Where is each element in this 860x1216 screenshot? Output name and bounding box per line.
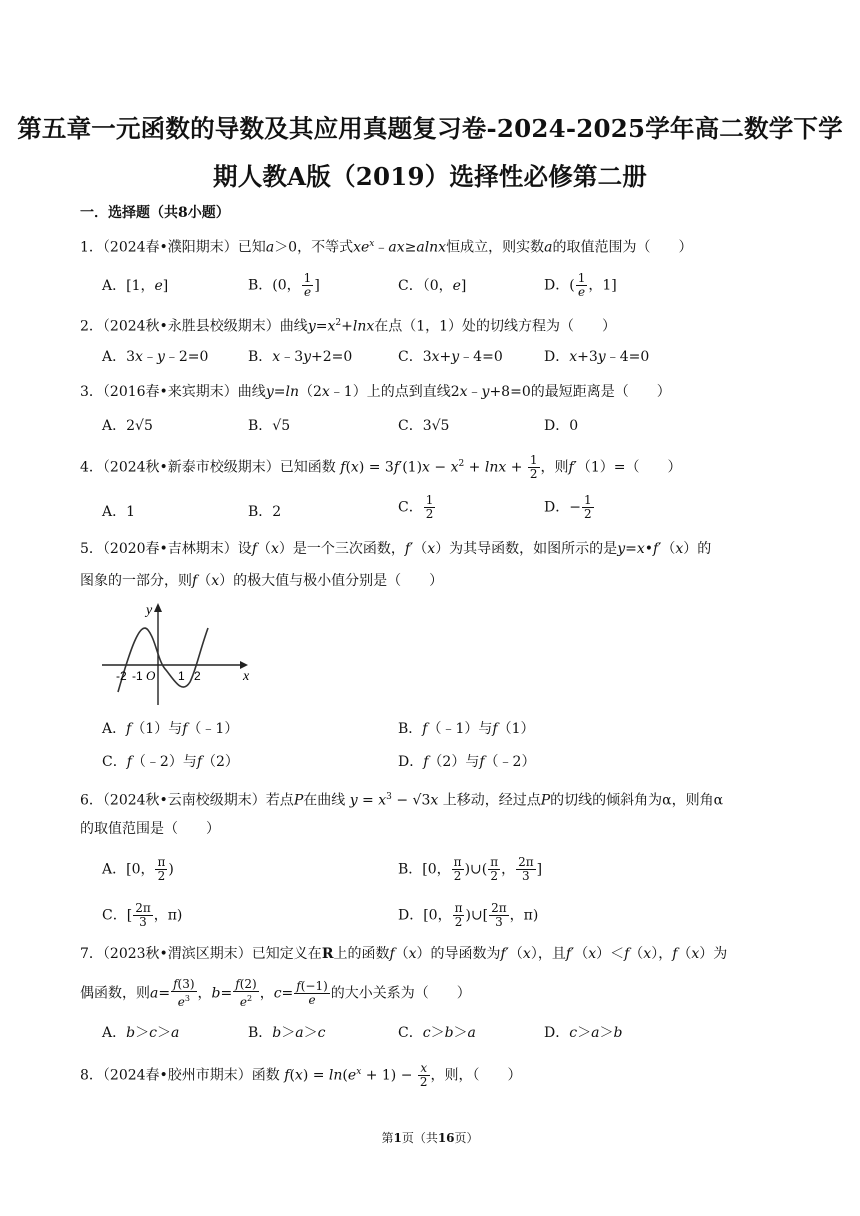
question-1: 1．（2024春•濮阳期末）已知a＞0，不等式$xe^x﹣ax\ge alnx$恒成立，则实数a的取值范围为（ ） — [80, 239, 693, 256]
q5-option-d[interactable]: D．f（2）与f（﹣2） — [398, 754, 536, 770]
q1-option-c[interactable]: C．（0，e] — [398, 278, 467, 294]
q3-option-d[interactable]: D．0 — [544, 418, 579, 434]
question-8: 8．（2024春•胶州市期末）函数 $f(x) = \ln(e^x + 1)$ − $\frac{x}{2}$ ，则，（ ） — [80, 1061, 522, 1090]
question-6: 6．（2024秋•云南校级期末）若点P在曲线 $y = x^3 - √3x$ 上移动，经过点P的切线的倾斜角为α，则角α — [80, 792, 724, 809]
question-7: 7．（2023秋•渭滨区期末）已知定义在R上的函数f（x）的导函数为f′（x），且f′（x）＜f（x），f（x）为 — [80, 946, 728, 962]
q5-option-c[interactable]: C．f（﹣2）与f（2） — [102, 754, 239, 770]
tick-label-neg2: -2 — [116, 669, 127, 683]
function-graph — [100, 600, 260, 708]
question-7-line-2: 偶函数，则a= $\frac{f(3)}{e^3}$ ，b= $\frac{f(2)}{e^2}$ ，c= $\frac{f(-1)}{e}$ 的大小关系为（ ） — [80, 977, 471, 1009]
origin-label: O — [146, 668, 156, 683]
q7-option-c[interactable]: C．c＞b＞a — [398, 1025, 476, 1041]
question-2: 2．（2024秋•永胜县校级期末）曲线$y=x^2+\ln x$在点（1，1）处的切线方程为（ ） — [80, 318, 617, 335]
q4-option-b[interactable]: B．2 — [248, 504, 282, 520]
question-5: 5．（2020春•吉林期末）设f（x）是一个三次函数，f′（x）为其导函数，如图所示的是y=x•f′（x）的 — [80, 541, 712, 557]
q5-option-a[interactable]: A．f（1）与f（﹣1） — [102, 721, 239, 737]
y-axis-arrow — [154, 603, 162, 612]
q4-option-c[interactable]: C． $\frac{1}{2}$ — [398, 493, 434, 521]
q2-option-b[interactable]: B．x﹣3y+2=0 — [248, 349, 353, 365]
q4-option-d[interactable]: D．− $\frac{1}{2}$ — [544, 493, 592, 521]
tick-label-2: 2 — [194, 669, 201, 683]
q1-option-d[interactable]: D．( $\frac{1}{e}$ ，1] — [544, 271, 617, 299]
axis-label-x: x — [243, 669, 250, 684]
q7-option-b[interactable]: B．b＞a＞c — [248, 1025, 326, 1041]
q4-option-a[interactable]: A．1 — [102, 504, 136, 520]
q7-option-a[interactable]: A．b＞c＞a — [102, 1025, 180, 1041]
question-6-line-2: 的取值范围是（ ） — [80, 821, 220, 837]
question-4: 4．（2024秋•新泰市校级期末）已知函数 $f(x) = 3f'(1)x - x^2 + \ln x$ + $\frac{1}{2}$ ，则f′（1）=（ ） — [80, 453, 682, 482]
q3-option-c[interactable]: C．3√5 — [398, 418, 450, 434]
tick-label-neg1: -1 — [132, 669, 143, 683]
q1-option-b[interactable]: B．(0， $\frac{1}{e}$ ] — [248, 271, 320, 299]
page-total: 16 — [437, 1131, 455, 1145]
page-number: 1 — [393, 1131, 402, 1145]
q3-option-b[interactable]: B．√5 — [248, 418, 291, 434]
section-heading: 一．选择题（共8小题） — [80, 205, 230, 221]
axis-label-y: y — [146, 603, 153, 618]
question-5-line-2: 图象的一部分，则f（x）的极大值与极小值分别是（ ） — [80, 573, 444, 589]
x-axis-arrow — [240, 661, 248, 669]
q6-option-a[interactable]: A．[0， $\frac{\pi}{2}$ ) — [102, 855, 174, 883]
q2-option-c[interactable]: C．3x+y﹣4=0 — [398, 349, 503, 365]
document-title-line-2: 期人教A版（2019）选择性必修第二册 — [213, 162, 647, 191]
q7-option-d[interactable]: D．c＞a＞b — [544, 1025, 623, 1041]
q6-option-c[interactable]: C．[ $\frac{2\pi}{3}$ ，π) — [102, 901, 183, 929]
question-3: 3．（2016春•来宾期末）曲线y=ln（2x﹣1）上的点到直线2x﹣y+8=0的最短距离是（ ） — [80, 384, 671, 400]
q5-option-b[interactable]: B．f（﹣1）与f（1） — [398, 721, 535, 737]
q1-option-a[interactable]: A．[1，e] — [102, 278, 169, 294]
q2-option-a[interactable]: A．3x﹣y﹣2=0 — [102, 349, 209, 365]
q6-option-d[interactable]: D．[0， $\frac{\pi}{2}$ )∪[ $\frac{2\pi}{3}$ ，π) — [398, 901, 539, 929]
q6-option-b[interactable]: B．[0， $\frac{\pi}{2}$ )∪( $\frac{\pi}{2}$ ， $\frac{2\pi}{3}$ ] — [398, 855, 543, 883]
tick-label-1: 1 — [178, 669, 185, 683]
q3-option-a[interactable]: A．2√5 — [102, 418, 153, 434]
page-footer: 第1页（共16页） — [381, 1131, 479, 1145]
q2-option-d[interactable]: D．x+3y﹣4=0 — [544, 349, 650, 365]
document-title-line-1: 第五章一元函数的导数及其应用真题复习卷-2024-2025学年高二数学下学 — [17, 114, 843, 143]
